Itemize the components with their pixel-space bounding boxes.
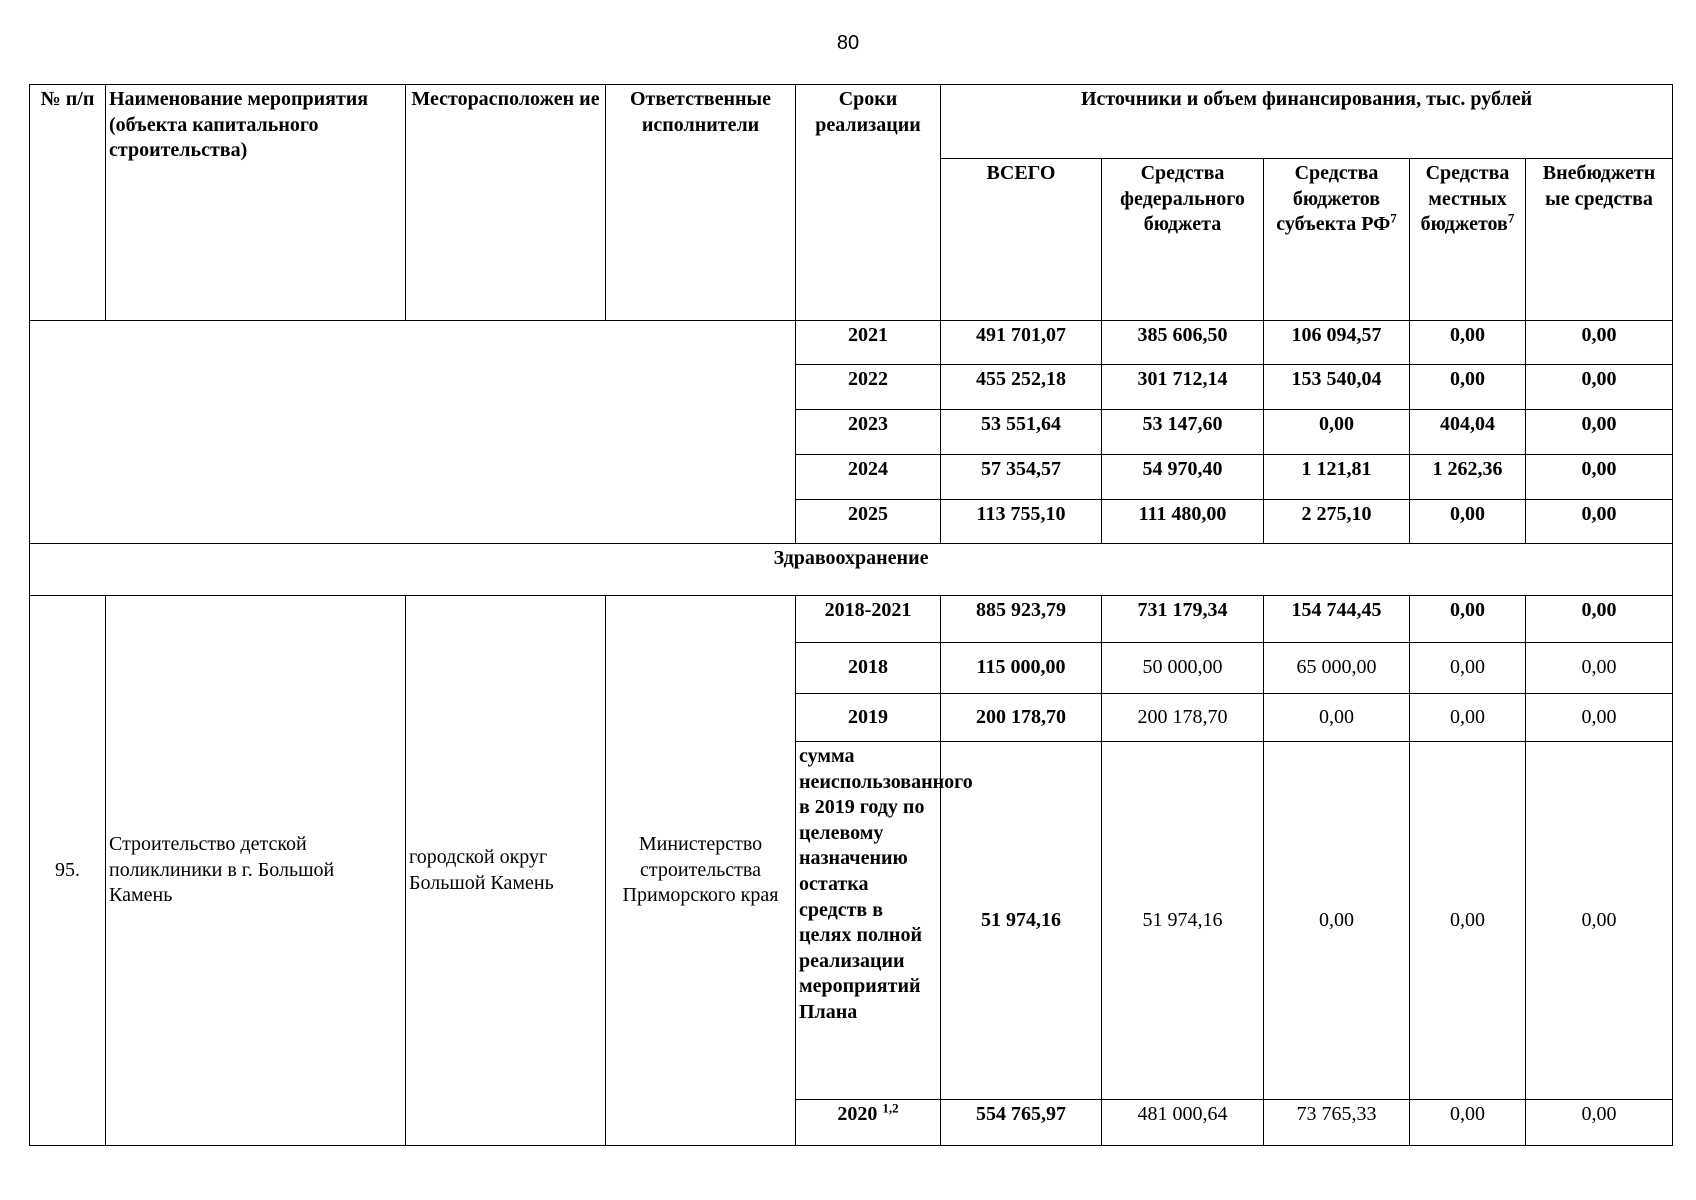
local-cell: 0,00	[1410, 500, 1526, 544]
subject-cell: 73 765,33	[1264, 1100, 1410, 1146]
header-federal: Средства федерального бюджета	[1102, 159, 1264, 321]
header-name: Наименование мероприятия (объекта капитального строительства)	[106, 85, 406, 321]
period-cell: 2019	[796, 694, 941, 742]
subject-cell: 0,00	[1264, 694, 1410, 742]
extra-cell: 0,00	[1526, 1100, 1673, 1146]
local-cell: 0,00	[1410, 365, 1526, 410]
header-num: № п/п	[30, 85, 106, 321]
section-row	[30, 544, 1673, 596]
subject-cell: 65 000,00	[1264, 643, 1410, 694]
financing-table	[29, 84, 1673, 1146]
extra-cell: 0,00	[1526, 643, 1673, 694]
subject-cell: 153 540,04	[1264, 365, 1410, 410]
year-cell: 2021	[796, 321, 941, 365]
header-local-label: Средства местных бюджетов	[1420, 162, 1510, 236]
total-cell: 53 551,64	[941, 410, 1102, 455]
period-year: 2020	[837, 1103, 878, 1125]
period-cell: 2018-2021	[796, 596, 941, 643]
federal-cell: 200 178,70	[1102, 694, 1264, 742]
total-cell: 491 701,07	[941, 321, 1102, 365]
header-sources-title: Источники и объем финансирования, тыс. рублей	[941, 85, 1673, 159]
local-cell: 1 262,36	[1410, 455, 1526, 500]
local-cell: 404,04	[1410, 410, 1526, 455]
header-responsible: Ответственные исполнители	[606, 85, 796, 321]
extra-cell: 0,00	[1526, 365, 1673, 410]
subject-cell: 0,00	[1264, 742, 1410, 1100]
extra-cell: 0,00	[1526, 500, 1673, 544]
header-total: ВСЕГО	[941, 159, 1102, 321]
federal-cell: 51 974,16	[1102, 742, 1264, 1100]
total-cell: 455 252,18	[941, 365, 1102, 410]
federal-cell: 50 000,00	[1102, 643, 1264, 694]
extra-cell: 0,00	[1526, 694, 1673, 742]
object-name: Строительство детской поликлиники в г. Большой Камень	[106, 596, 406, 1146]
extra-cell: 0,00	[1526, 321, 1673, 365]
object-location: городской округ Большой Камень	[406, 596, 606, 1146]
header-location: Месторасположен ие	[406, 85, 606, 321]
total-cell: 115 000,00	[941, 643, 1102, 694]
extra-cell: 0,00	[1526, 455, 1673, 500]
federal-cell: 731 179,34	[1102, 596, 1264, 643]
total-cell: 885 923,79	[941, 596, 1102, 643]
year-cell: 2022	[796, 365, 941, 410]
table-row	[30, 321, 1673, 365]
period-note-cell: сумма неиспользованного в 2019 году по целевому назначению остатка средств в целях полной реализации мероприятий Плана	[796, 742, 941, 1100]
subject-cell: 106 094,57	[1264, 321, 1410, 365]
header-local-footnote: 7	[1507, 210, 1515, 226]
extra-cell: 0,00	[1526, 596, 1673, 643]
table-row	[30, 596, 1673, 643]
subject-cell: 154 744,45	[1264, 596, 1410, 643]
federal-cell: 111 480,00	[1102, 500, 1264, 544]
header-period: Сроки реализации	[796, 85, 941, 321]
subject-cell: 1 121,81	[1264, 455, 1410, 500]
year-cell: 2023	[796, 410, 941, 455]
federal-cell: 54 970,40	[1102, 455, 1264, 500]
subject-cell: 2 275,10	[1264, 500, 1410, 544]
subject-cell: 0,00	[1264, 410, 1410, 455]
object-responsible: Министерство строительства Приморского края	[606, 596, 796, 1146]
year-cell: 2025	[796, 500, 941, 544]
local-cell: 0,00	[1410, 321, 1526, 365]
section-title: Здравоохранение	[30, 544, 1673, 596]
extra-cell: 0,00	[1526, 410, 1673, 455]
local-cell: 0,00	[1410, 1100, 1526, 1146]
total-cell: 51 974,16	[941, 742, 1102, 1100]
header-subject-label: Средства бюджетов субъекта РФ	[1276, 162, 1391, 236]
local-cell: 0,00	[1410, 643, 1526, 694]
local-cell: 0,00	[1410, 694, 1526, 742]
total-cell: 57 354,57	[941, 455, 1102, 500]
header-local	[1410, 159, 1526, 321]
total-cell: 200 178,70	[941, 694, 1102, 742]
local-cell: 0,00	[1410, 742, 1526, 1100]
period-cell	[796, 1100, 941, 1146]
header-subject	[1264, 159, 1410, 321]
header-extra: Внебюджетн ые средства	[1526, 159, 1673, 321]
extra-cell: 0,00	[1526, 742, 1673, 1100]
total-cell: 113 755,10	[941, 500, 1102, 544]
total-cell: 554 765,97	[941, 1100, 1102, 1146]
page-number: 80	[836, 32, 860, 54]
period-footnote: 1,2	[882, 1100, 899, 1116]
federal-cell: 385 606,50	[1102, 321, 1264, 365]
header-subject-footnote: 7	[1390, 210, 1397, 226]
year-cell: 2024	[796, 455, 941, 500]
federal-cell: 53 147,60	[1102, 410, 1264, 455]
federal-cell: 301 712,14	[1102, 365, 1264, 410]
period-cell: 2018	[796, 643, 941, 694]
federal-cell: 481 000,64	[1102, 1100, 1264, 1146]
local-cell: 0,00	[1410, 596, 1526, 643]
object-number: 95.	[30, 596, 106, 1146]
header-row-1	[30, 85, 1673, 159]
empty-merged-cell	[30, 321, 796, 544]
